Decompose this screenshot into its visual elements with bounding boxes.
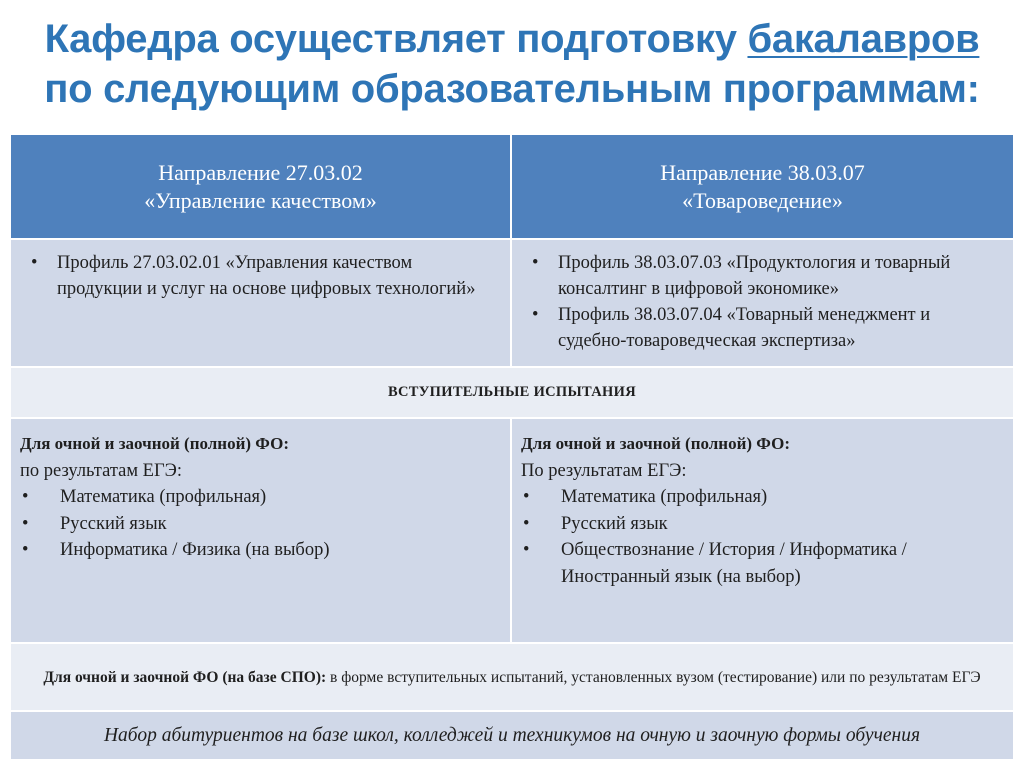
- list-item: • Русский язык: [521, 511, 1001, 538]
- header-cell-direction-2: Направление 38.03.07 «Товароведение»: [512, 135, 1013, 240]
- exams-heading: Для очной и заочной (полной) ФО:: [20, 434, 289, 453]
- list-item: • Русский язык: [20, 511, 498, 538]
- page-title: [0, 14, 1024, 114]
- list-item: • Информатика / Физика (на выбор): [20, 537, 498, 564]
- list-item: • Профиль 38.03.07.04 «Товарный менеджмент и судебно-товароведческая экспертиза»: [532, 302, 999, 354]
- profiles-cell-2: [512, 240, 1013, 368]
- list-item: • Математика (профильная): [20, 484, 498, 511]
- exams-cell-2: [512, 419, 1013, 644]
- list-item: • Математика (профильная): [521, 484, 1001, 511]
- section-title-entrance-exams: ВСТУПИТЕЛЬНЫЕ ИСПЫТАНИЯ: [11, 368, 1013, 419]
- profiles-row: [11, 240, 1013, 368]
- exams-cell-1: [11, 419, 512, 644]
- header-cell-direction-1: Направление 27.03.02 «Управление качеством»: [11, 135, 512, 240]
- spo-bold-label: Для очной и заочной ФО (на базе СПО):: [43, 668, 327, 686]
- exams-subheading: по результатам ЕГЭ:: [20, 460, 183, 481]
- title-line-1: Кафедра осуществляет подготовку бакалавров: [44, 17, 980, 61]
- programs-table: [10, 134, 1014, 762]
- spo-text: в форме вступительных испытаний, установленных вузом (тестирование) или по результатам ЕГЭ: [326, 668, 981, 686]
- list-item: • Профиль 38.03.07.03 «Продуктология и товарный консалтинг в цифровой экономике»: [532, 250, 999, 302]
- spo-row: [11, 644, 1013, 712]
- profiles-cell-1: [11, 240, 512, 368]
- exams-subheading: По результатам ЕГЭ:: [521, 460, 687, 481]
- table-header-row: [11, 135, 1013, 240]
- title-underlined-word: бакалавров: [747, 17, 980, 61]
- exams-row: [11, 419, 1013, 644]
- footer-note: Набор абитуриентов на базе школ, колледжей и техникумов на очную и заочную формы обучения: [11, 712, 1013, 759]
- title-line-2: по следующим образовательным программам:: [44, 67, 980, 111]
- list-item: • Профиль 27.03.02.01 «Управления качеством продукции и услуг на основе цифровых технологий»: [31, 250, 496, 302]
- exams-heading: Для очной и заочной (полной) ФО:: [521, 434, 790, 453]
- list-item: • Обществознание / История / Информатика / Иностранный язык (на выбор): [521, 537, 1001, 590]
